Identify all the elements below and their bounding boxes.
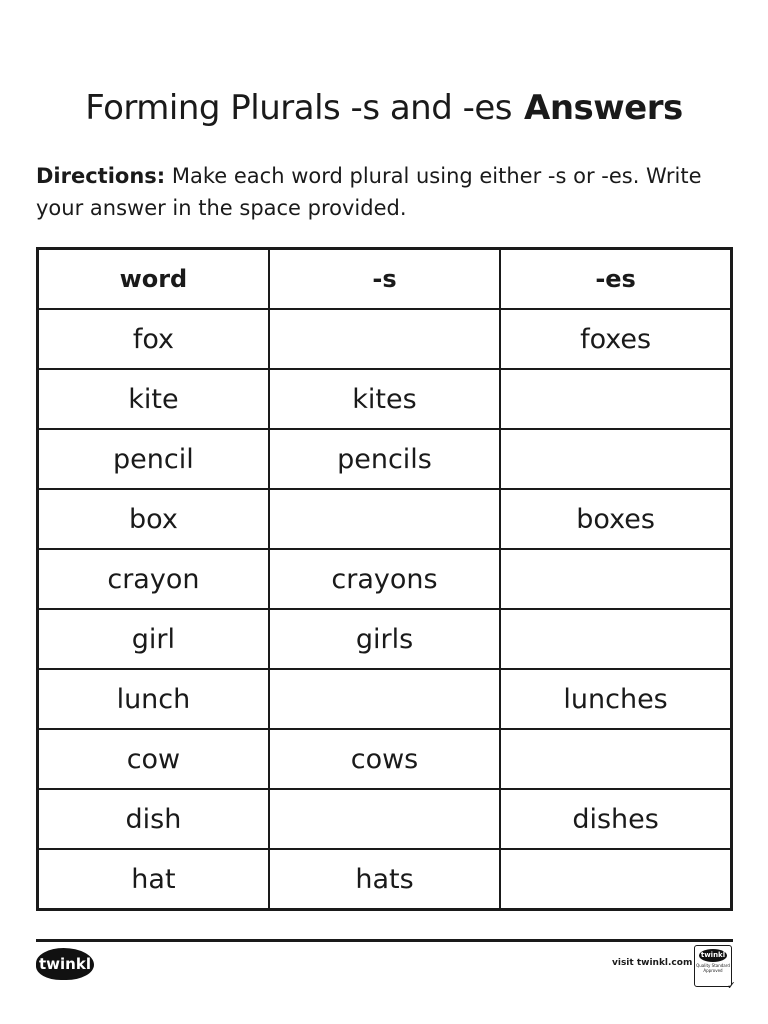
page-title (0, 88, 768, 128)
footer-divider (36, 939, 733, 942)
cell-es (500, 609, 731, 669)
cell-s: crayons (269, 549, 500, 609)
title-text: Forming Plurals -s and -es (85, 88, 513, 128)
header-s: -s (269, 249, 500, 310)
table-row (38, 609, 732, 669)
table-row (38, 789, 732, 849)
table-row (38, 429, 732, 489)
cell-es: foxes (500, 309, 731, 369)
table-row (38, 309, 732, 369)
cell-word: crayon (38, 549, 269, 609)
plurals-table (36, 247, 733, 911)
cell-es: lunches (500, 669, 731, 729)
table-row (38, 489, 732, 549)
quality-badge (694, 945, 736, 992)
cell-word: pencil (38, 429, 269, 489)
cell-word: box (38, 489, 269, 549)
table-row (38, 849, 732, 910)
directions (36, 160, 736, 224)
directions-label: Directions: (36, 164, 166, 188)
cell-s: pencils (269, 429, 500, 489)
cell-word: hat (38, 849, 269, 910)
cell-word: cow (38, 729, 269, 789)
cell-s: cows (269, 729, 500, 789)
header-word: word (38, 249, 269, 310)
cell-es: dishes (500, 789, 731, 849)
cell-s (269, 669, 500, 729)
table-row (38, 369, 732, 429)
cell-word: girl (38, 609, 269, 669)
cell-word: kite (38, 369, 269, 429)
cell-es (500, 729, 731, 789)
table-row (38, 669, 732, 729)
cell-es: boxes (500, 489, 731, 549)
visit-text: visit twinkl.com (612, 958, 693, 968)
cell-s (269, 309, 500, 369)
twinkl-logo (36, 948, 94, 980)
header-es: -es (500, 249, 731, 310)
cell-s: hats (269, 849, 500, 910)
check-icon: ✓ (726, 979, 736, 992)
directions-text: Make each word plural using either -s or -es. Write your answer in the space provided. (36, 164, 702, 220)
cell-es (500, 369, 731, 429)
table-row (38, 549, 732, 609)
cell-es (500, 429, 731, 489)
badge-logo: twinkl (699, 949, 727, 962)
table-header-row (38, 249, 732, 310)
cell-s (269, 789, 500, 849)
cell-word: fox (38, 309, 269, 369)
table-body (38, 309, 732, 910)
cell-s: kites (269, 369, 500, 429)
cell-es (500, 849, 731, 910)
table-row (38, 729, 732, 789)
logo-text: twinkl (39, 955, 91, 973)
badge-text: Quality Standard Approved (696, 963, 730, 973)
cell-word: dish (38, 789, 269, 849)
cell-es (500, 549, 731, 609)
title-answers: Answers (524, 88, 683, 128)
cell-word: lunch (38, 669, 269, 729)
cell-s: girls (269, 609, 500, 669)
cell-s (269, 489, 500, 549)
